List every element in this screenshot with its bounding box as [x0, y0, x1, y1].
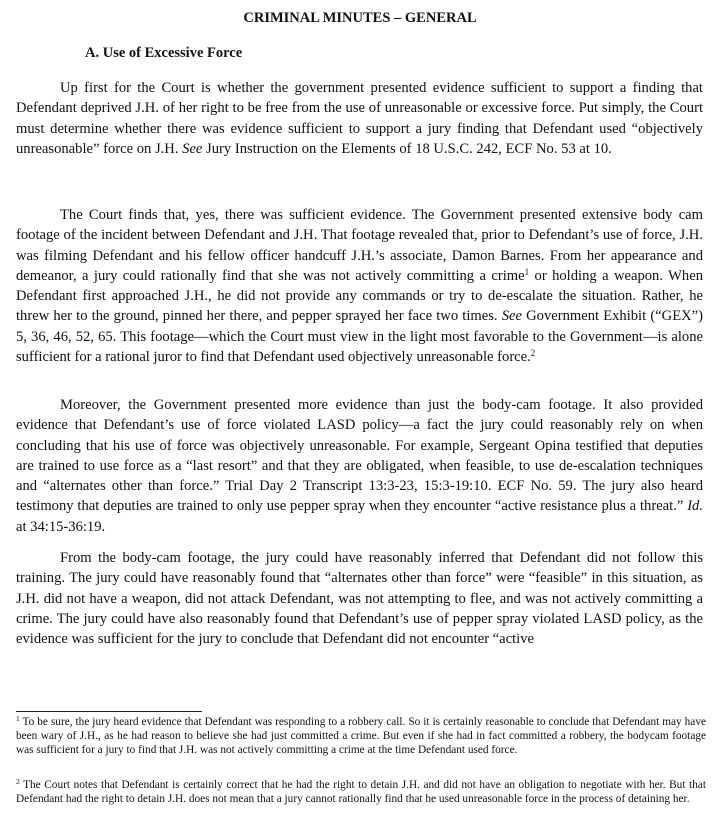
body-paragraph-2: [16, 205, 703, 367]
text-run: Up first for the Court is whether the government presented evidence sufficient to support a finding that Defendant deprived J.H. of her right to be free from the use of unreasonable or excessive force. Put simply, the Court must determine whether there was evidence sufficient to support a jury finding that Defendant used “objectively unreasonable” force on J.H.: [16, 80, 703, 157]
footnote-divider: [16, 711, 202, 712]
text-run: Jury Instruction on the Elements of 18 U.S.C. 242, ECF No. 53 at 10.: [202, 140, 612, 157]
text-run: Government Exhibit (“GEX”) 5, 36, 46, 52, 65. This footage—which the Court must view in the light most favorable to the Government—is alone sufficient for a rational juror to find that Defendant used objectively unreasonable force.: [16, 308, 703, 366]
footnote-text: To be sure, the jury heard evidence that Defendant was responding to a robbery call. So it is certainly reasonable to conclude that Defendant may have been wary of J.H., as he had reason to believe she had just committed a crime. But even if she had in fact committed a robbery, the bodycam footage was sufficient for a jury to find that J.H. was not actively committing a crime at the time Defendant used force.: [16, 716, 706, 756]
text-run: Moreover, the Government presented more evidence than just the body-cam footage. It also provided evidence that Defendant’s use of force violated LASD policy—a fact the jury could reasonably rely on when concluding that his use of force was objectively unreasonable. For example, Sergeant Opina testified that deputies are trained to use force as a “last resort” and that they are obligated, when feasible, to use de-escalation techniques and “alternates other than force.” Trial Day 2 Transcript 13:3-23, 15:3-19:10. ECF No. 59. The jury also heard testimony that deputies are trained to only use pepper spray when they encounter “active resistance plus a threat.”: [16, 397, 703, 515]
section-heading: A. Use of Excessive Force: [85, 45, 243, 61]
footnote-reference: 2: [530, 348, 536, 359]
footnote-marker: 2: [16, 777, 20, 786]
citation-signal: See: [182, 140, 203, 157]
body-paragraph-1: [16, 78, 703, 159]
footnote-text: The Court notes that Defendant is certainly correct that he had the right to detain J.H. and did not have an obligation to negotiate with her. But that Defendant had the right to detain J.H. does not mean that a jury cannot rationally find that he used unreasonable force in the process of detaining her.: [16, 779, 706, 805]
footnote-marker: 1: [16, 714, 20, 723]
footnote-1: [16, 716, 706, 757]
citation-signal: See: [501, 308, 522, 325]
text-run: or holding a weapon. When Defendant first approached J.H., he did not provide any commands or try to de-escalate the situation. Rather, he threw her to the ground, pinned her there, and pepper sprayed her face two times.: [16, 267, 703, 325]
citation-signal: Id.: [687, 498, 703, 515]
footnote-2: [16, 779, 706, 807]
text-run: From the body-cam footage, the jury could have reasonably inferred that Defendant did not follow this training. The jury could have reasonably found that “alternates other than force” were “feasible” in this situation, as J.H. did not have a weapon, did not attack Defendant, was not attempting to flee, and was not actively committing a crime. The jury could have also reasonably found that Defendant’s use of pepper spray violated LASD policy, as the evidence was sufficient for the jury to conclude that Defendant did not encounter “active: [16, 550, 703, 648]
text-run: at 34:15-36:19.: [16, 518, 106, 535]
body-paragraph-3: [16, 395, 703, 537]
text-run: The Court finds that, yes, there was sufficient evidence. The Government presented extensive body cam footage of the incident between Defendant and J.H. That footage revealed that, prior to Defendant’s use of force, J.H. was filming Defendant and his fellow officer handcuff J.H.’s associate, Damon Barnes. From her appearance and demeanor, a jury could rationally find that she was not actively committing a crime: [16, 207, 703, 284]
body-paragraph-4: [16, 548, 703, 649]
document-header: CRIMINAL MINUTES – GENERAL: [243, 10, 477, 26]
footnote-reference: 1: [524, 266, 530, 277]
